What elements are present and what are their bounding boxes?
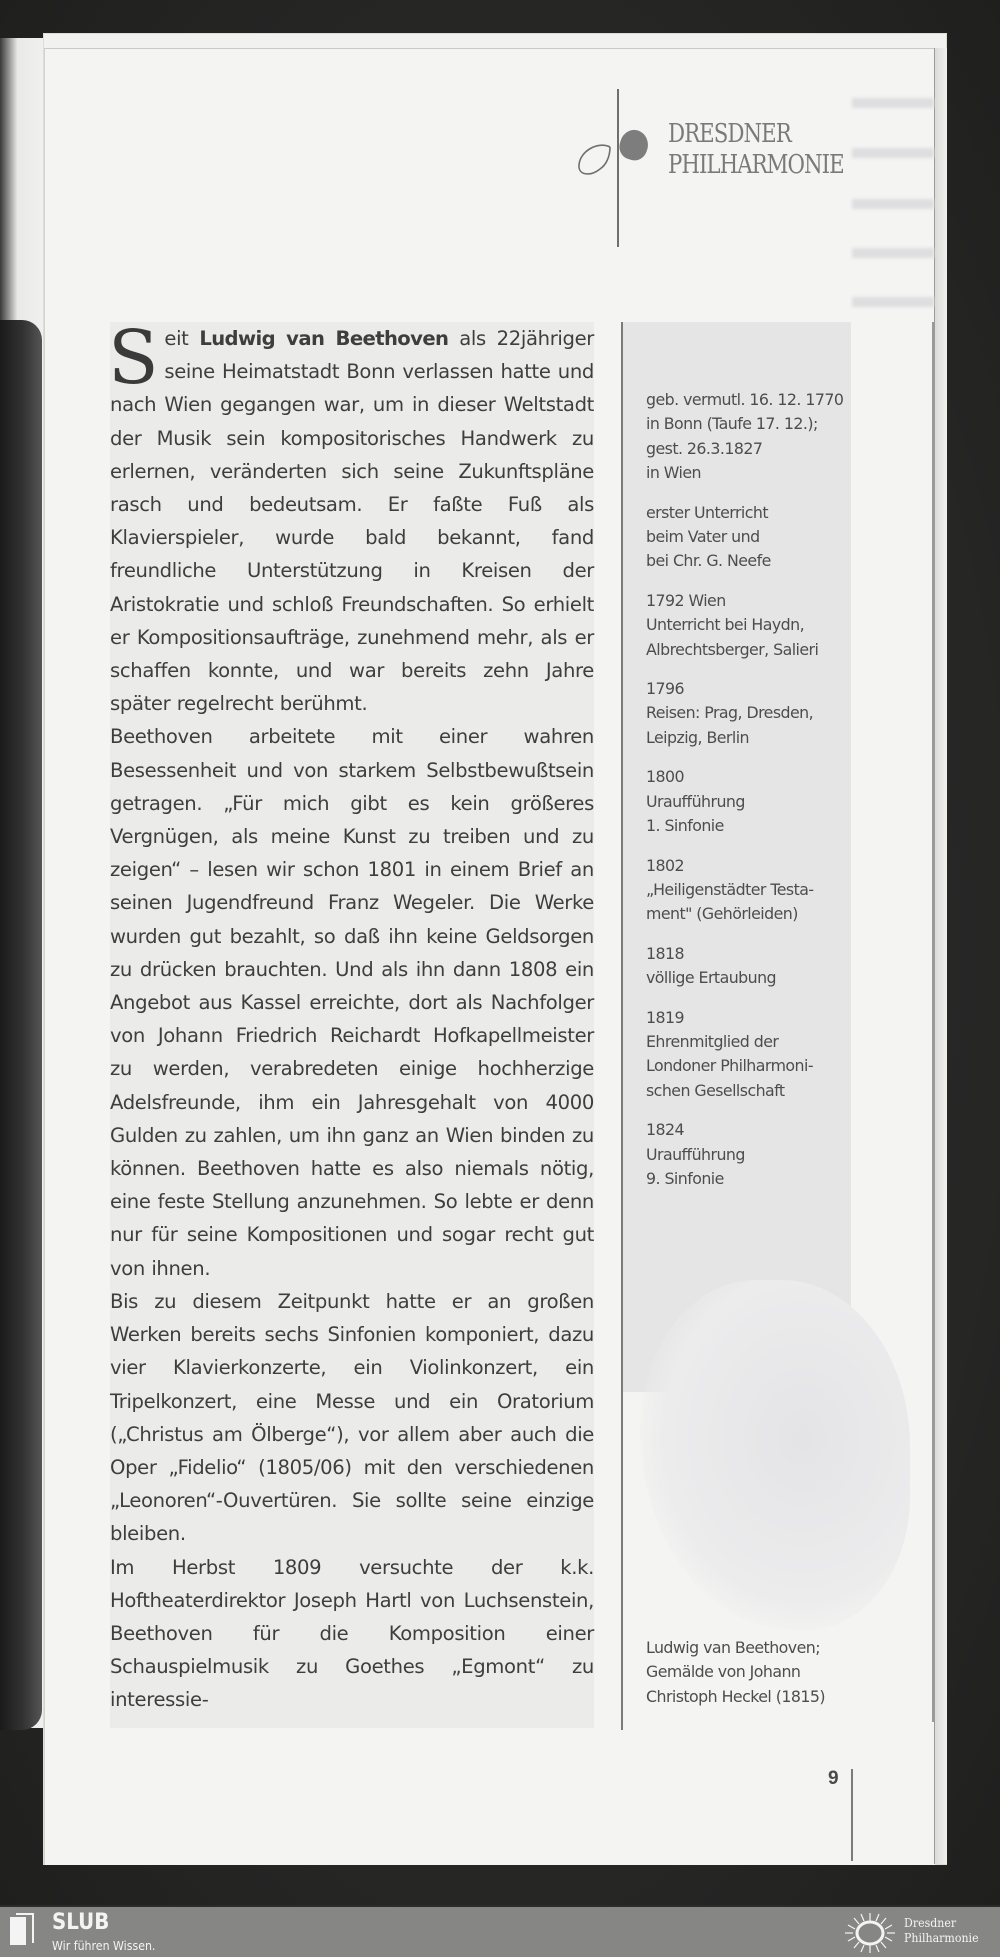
article-paragraph (108, 315, 594, 720)
biography-timeline (646, 388, 846, 1206)
portrait-caption (646, 1636, 876, 1709)
register-tab-mark (852, 248, 934, 258)
caption-line: Christoph Heckel (1815) (646, 1686, 825, 1706)
timeline-line: Reisen: Prag, Dresden, (646, 703, 814, 723)
timeline-line: Unterricht bei Haydn, (646, 615, 805, 635)
slub-book-icon[interactable] (10, 1913, 40, 1947)
dresdner-philharmonie-emblem-icon[interactable] (843, 1911, 897, 1955)
timeline-line: Londoner Philharmoni- (646, 1056, 813, 1076)
logo-line: PHILHARMONIE (668, 150, 844, 180)
logo-wordmark (668, 119, 844, 181)
timeline-entry (646, 501, 846, 574)
article-paragraph: Bis zu diesem Zeitpunkt hatte er an großen Werken bereits sechs Sinfonien komponiert, dazu vier Klavierkonzerte, ein Violinkonzert, ein Tripelkonzert, eine Messe und ein Oratorium („Christus am Ölberge“), vor allem aber auch die Oper „Fidelio“ (1805/06) mit den verschiedenen „Leonoren“-Ouvertüren. Sie sollte seine einzige bleiben. (110, 1289, 594, 1546)
drop-cap: S (108, 315, 159, 401)
article-paragraph: Im Herbst 1809 versuchte der k.k. Hoftheaterdirektor Joseph Hartl von Luchsenstein, Beethoven für die Komposition einer Schauspielmusik zu Goethes „Egmont“ zu interessie- (110, 1555, 594, 1712)
page-edge (934, 48, 947, 1864)
timeline-line: beim Vater und (646, 527, 760, 547)
timeline-line: Ehrenmitglied der (646, 1031, 779, 1051)
page-right-rule (932, 322, 934, 1722)
timeline-entry (646, 388, 846, 486)
timeline-line: bei Chr. G. Neefe (646, 551, 771, 571)
paragraph-lead: eit (164, 327, 200, 350)
partner-wordmark[interactable] (904, 1915, 979, 1945)
timeline-line: gest. 26.3.1827 (646, 438, 763, 458)
timeline-line: „Heiligenstädter Testa- (646, 879, 814, 899)
timeline-line: völlige Ertaubung (646, 968, 777, 988)
binding-shadow (0, 320, 42, 1730)
partner-line: Dresdner (904, 1915, 957, 1930)
timeline-line: 1819 (646, 1007, 685, 1027)
timeline-entry (646, 677, 846, 750)
timeline-line: geb. vermutl. 16. 12. 1770 (646, 390, 844, 409)
timeline-line: 1824 (646, 1120, 685, 1140)
timeline-entry (646, 1118, 846, 1191)
subject-name: Ludwig van Beethoven (199, 327, 449, 350)
timeline-line: Leipzig, Berlin (646, 727, 749, 747)
slub-wordmark[interactable]: SLUB (52, 1910, 110, 1935)
timeline-line: 1792 Wien (646, 590, 726, 610)
article-paragraph: Beethoven arbeitete mit einer wahren Besessenheit und von starkem Selbstbewußtsein getragen. „Für mich gibt es kein größeres Vergnügen, als meine Kunst zu treiben und zu zeigen“ – lesen wir schon 1801 in einem Brief an seinen Jugendfreund Franz Wegeler. Die Werke wurden gut bezahlt, so daß ihn keine Geldsorgen zu drücken brauchten. Und als ihn dann 1808 ein Angebot aus Kassel erreichte, dort als Nachfolger von Johann Friedrich Reichardt Hofkapellmeister zu werden, verabredeten einige hochherzige Adelsfreunde, ihm ein Jahresgehalt von 4000 Gulden zu zahlen, um ihn ganz an Wien binden zu können. Beethoven hatte es also niemals nötig, eine feste Stellung anzunehmen. So lebte er denn nur für seine Kompositionen und sogar recht gut von ihnen. (110, 725, 594, 1280)
viewer-footer (0, 1907, 1000, 1957)
timeline-entry (646, 765, 846, 838)
timeline-line: in Wien (646, 463, 701, 483)
timeline-entry (646, 1006, 846, 1104)
timeline-line: Albrechtsberger, Salieri (646, 639, 819, 659)
timeline-line: 1796 (646, 679, 685, 699)
timeline-entry (646, 854, 846, 927)
logo-note-stem (617, 89, 619, 247)
partner-line: Philharmonie (904, 1930, 979, 1945)
logo-note-head-icon (616, 126, 652, 163)
timeline-line: 1818 (646, 943, 685, 963)
timeline-line: in Bonn (Taufe 17. 12.); (646, 414, 818, 434)
page-number-rule (851, 1769, 853, 1861)
timeline-line: 1802 (646, 855, 685, 875)
logo-line: DRESDNER (668, 119, 791, 149)
paragraph-text: als 22jähriger seine Heimatstadt Bonn verlassen hatte und nach Wien gegangen war, um in dieser Weltstadt der Musik sein kompositorisches Handwerk zu erlernen, veränderten sich seine Zukunftspläne rasch und bedeutsam. Er faßte Fuß als Klavierspieler, wurde bald bekannt, fand freundliche Unterstützung in Kreisen der Aristokratie und schloß Freundschaften. So erhielt er Kompositionsaufträge, zunehmend mehr, als er schaffen konnte, und war bereits zehn Jahre später regelrecht berühmt. (110, 327, 594, 716)
timeline-line: 1800 (646, 767, 685, 787)
timeline-entry (646, 942, 846, 991)
timeline-line: Uraufführung (646, 791, 745, 811)
article-body (108, 315, 594, 1717)
register-tab-mark (852, 297, 934, 307)
page-number: 9 (828, 1768, 839, 1789)
timeline-line: 9. Sinfonie (646, 1168, 724, 1188)
dresdner-philharmonie-logo (576, 89, 876, 249)
timeline-line: schen Gesellschaft (646, 1080, 785, 1100)
caption-line: Gemälde von Johann (646, 1662, 801, 1682)
logo-d-glyph-icon (576, 139, 616, 179)
caption-line: Ludwig van Beethoven; (646, 1638, 820, 1657)
timeline-line: 1. Sinfonie (646, 816, 724, 836)
timeline-entry (646, 589, 846, 662)
timeline-line: Uraufführung (646, 1144, 745, 1164)
timeline-line: ment" (Gehörleiden) (646, 904, 798, 924)
slub-tagline: Wir führen Wissen. (52, 1938, 156, 1953)
timeline-line: erster Unterricht (646, 502, 769, 522)
